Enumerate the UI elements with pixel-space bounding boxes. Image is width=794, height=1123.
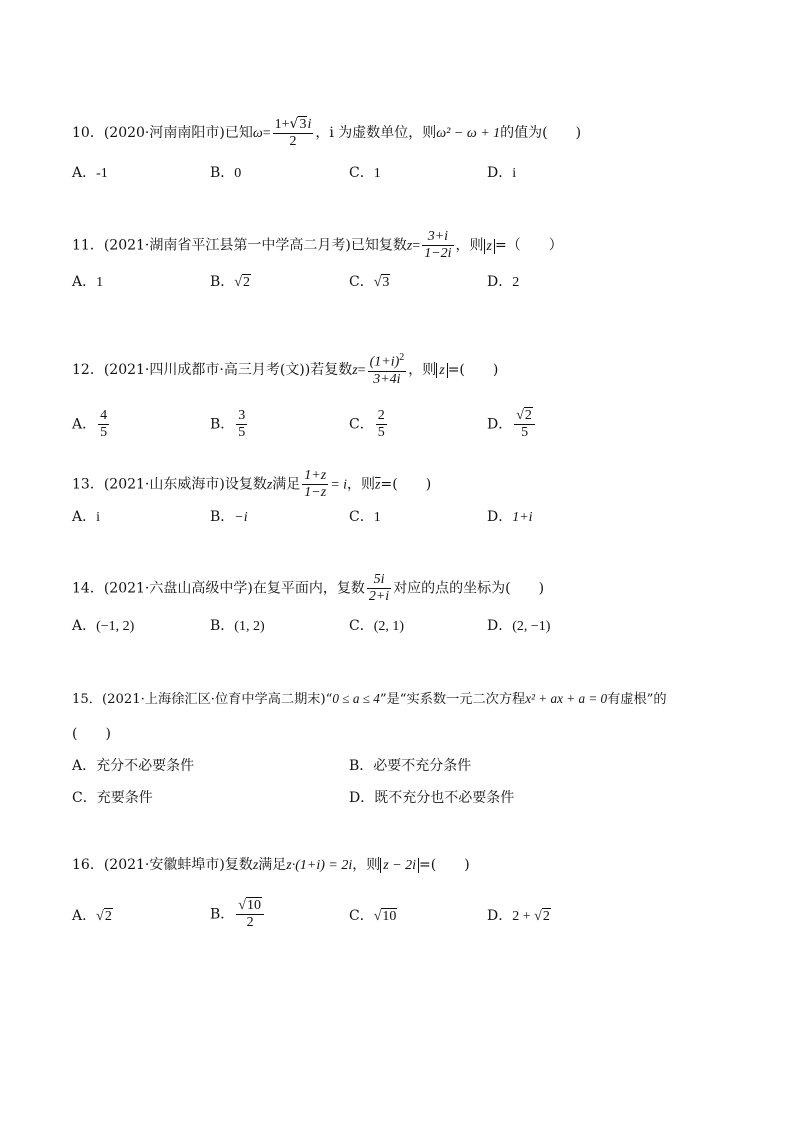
- option-d[interactable]: D．2: [487, 274, 520, 290]
- question-source: (2021·六盘山高级中学): [103, 580, 253, 597]
- option-a[interactable]: A．√2: [72, 908, 112, 924]
- question-source: (2021·湖南省平江县第一中学高二月考): [103, 237, 351, 254]
- option-c[interactable]: C．充要条件: [72, 790, 153, 806]
- option-b[interactable]: B．√2: [210, 274, 250, 290]
- question-source: (2021·上海徐汇区·位育中学高二期末): [101, 692, 326, 707]
- question-10: 10．(2020·河南南阳市)已知ω= $\frac{1+√3i}{2}$ ，i 为虚数单位，则ω² − ω + 1的值为( ): [72, 116, 582, 150]
- question-14: 14．(2021·六盘山高级中学)在复平面内，复数 $\frac{5i}{2+i}$ 对应的点的坐标为( ): [72, 572, 545, 605]
- option-d[interactable]: D． $\frac{√2}{5}$: [487, 408, 537, 441]
- fraction: $\frac{(1+i)^2}{3+4i}$: [369, 352, 405, 387]
- question-number: 13: [72, 476, 90, 493]
- question-number: 10: [72, 125, 90, 142]
- question-13: 13．(2021·山东威海市)设复数z满足 $\frac{1+z}{1-z}$ = i，则$\overline{z}=$( ): [72, 468, 432, 501]
- option-d[interactable]: D．1+i: [487, 509, 533, 525]
- question-number: 11: [72, 237, 90, 254]
- option-c[interactable]: C．(2, 1): [349, 618, 405, 634]
- question-16: 16．(2021·安徽蚌埠市)复数z满足z·(1+i) = 2i，则 z − 2i =( ): [72, 857, 470, 873]
- option-c[interactable]: C．√10: [349, 908, 397, 924]
- option-b[interactable]: B．−i: [210, 509, 248, 525]
- option-c[interactable]: C．√3: [349, 274, 390, 290]
- option-a[interactable]: A．i: [72, 509, 101, 525]
- question-number: 15: [72, 692, 89, 707]
- option-b[interactable]: B．必要不充分条件: [349, 758, 472, 774]
- question-15-answer-blank: ( ): [72, 726, 111, 742]
- fraction: $\frac{1+√3i}{2}$: [274, 116, 312, 150]
- question-15: 15．(2021·上海徐汇区·位育中学高二期末)“0 ≤ a ≤ 4”是“实系数一元二次方程x² + ax + a = 0有虚根”的: [72, 691, 667, 707]
- option-d[interactable]: D．i: [487, 165, 517, 181]
- option-a[interactable]: A．(−1, 2): [72, 618, 135, 634]
- option-c[interactable]: C．1: [349, 509, 381, 525]
- option-b[interactable]: B． $\frac{√10}{2}$: [210, 898, 266, 931]
- fraction: $\frac{1+z}{1-z}$: [304, 468, 327, 501]
- question-12: 12．(2021·四川成都市·高三月考(文))若复数z= $\frac{(1+i)^2}{3+4i}$ ，则 z =( ): [72, 352, 499, 387]
- option-b[interactable]: B．0: [210, 165, 242, 181]
- option-c[interactable]: C． $\frac{2}{5}$: [349, 408, 385, 441]
- question-source: (2021·山东威海市): [103, 476, 225, 493]
- option-a[interactable]: A． $\frac{4}{5}$: [72, 408, 108, 441]
- question-source: (2021·安徽蚌埠市): [103, 857, 225, 873]
- question-source: (2020·河南南阳市): [103, 125, 225, 142]
- option-b[interactable]: B． $\frac{3}{5}$: [210, 408, 246, 441]
- fraction: $\frac{3+i}{1-2i}$: [424, 229, 452, 262]
- option-d[interactable]: D．既不充分也不必要条件: [349, 790, 515, 806]
- option-a[interactable]: A．1: [72, 274, 104, 290]
- option-a[interactable]: A．充分不必要条件: [72, 758, 195, 774]
- option-d[interactable]: D．(2, −1): [487, 618, 551, 634]
- option-b[interactable]: B．(1, 2): [210, 618, 265, 634]
- fraction: $\frac{5i}{2+i}$: [368, 572, 390, 605]
- option-a[interactable]: A．-1: [72, 165, 108, 181]
- question-number: 12: [72, 361, 90, 378]
- option-c[interactable]: C．1: [349, 165, 381, 181]
- question-source: (2021·四川成都市·高三月考(文)): [103, 361, 311, 378]
- question-number: 14: [72, 580, 90, 597]
- question-number: 16: [72, 857, 90, 873]
- option-d[interactable]: D．2 + √2: [487, 908, 550, 924]
- question-11: 11．(2021·湖南省平江县第一中学高二月考)已知复数z= $\frac{3+i}{1-2i}$ ，则 z =（ ）: [72, 229, 563, 262]
